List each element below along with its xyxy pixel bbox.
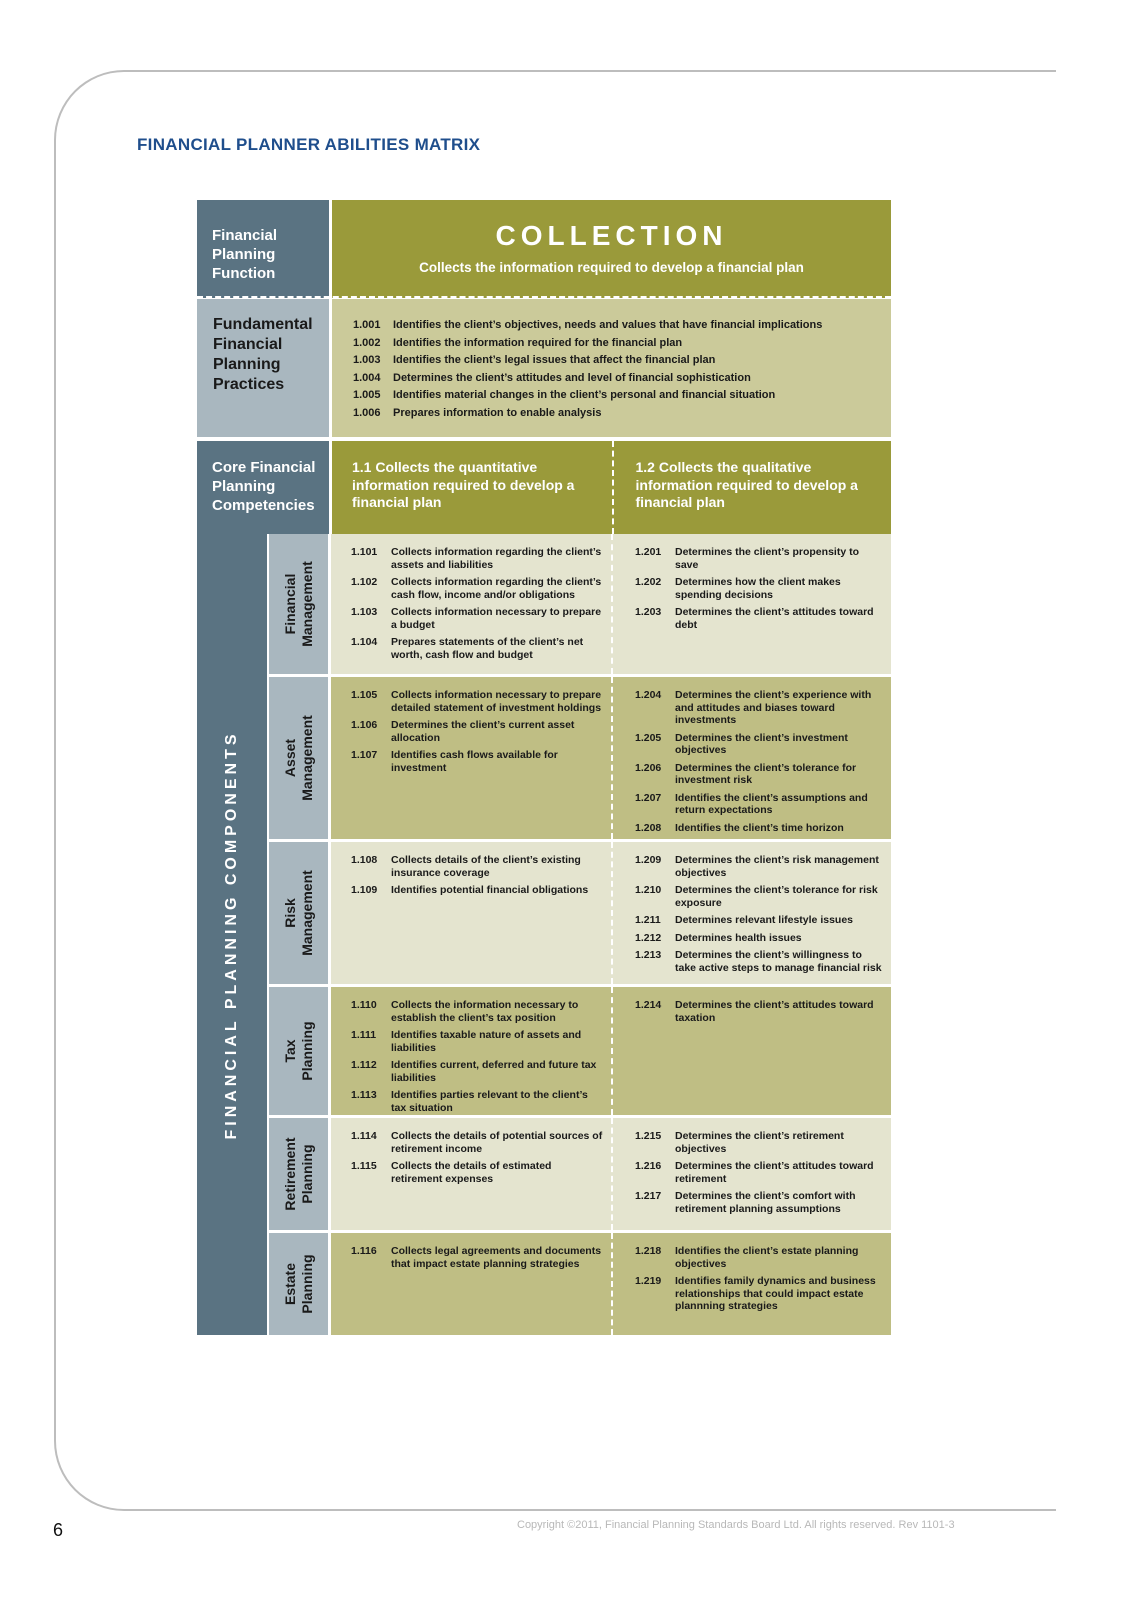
component-label — [269, 534, 328, 674]
component-label-text: Retirement Planning — [281, 1137, 315, 1211]
competency-item — [353, 370, 891, 388]
component-row — [267, 677, 891, 842]
item-text: Determines the client’s propensity to save — [675, 546, 859, 571]
item-text: Determines the client’s tolerance for risk exposure — [675, 884, 878, 909]
function-header-row — [197, 200, 891, 298]
competency-item — [351, 546, 605, 571]
item-text: Identifies family dynamics and business relationships that could impact estate plannning strategies — [675, 1275, 876, 1312]
competency-item — [635, 762, 885, 787]
competency-item — [351, 606, 605, 631]
item-text: Determines the client’s attitudes toward retirement — [675, 1160, 874, 1185]
item-code: 1.211 — [635, 914, 661, 926]
item-text: Identifies current, deferred and future tax liabilities — [391, 1059, 597, 1084]
item-text: Collects information necessary to prepare detailed statement of investment holdings — [391, 689, 602, 714]
competency-item — [351, 689, 605, 714]
component-label-text: Asset Management — [281, 715, 315, 801]
item-code: 1.003 — [353, 354, 381, 366]
fundamental-label: Fundamental Financial Planning Practices — [197, 299, 329, 437]
core-competencies-row — [197, 441, 891, 534]
item-text: Collects legal agreements and documents that impact estate planning strategies — [391, 1245, 602, 1270]
item-code: 1.203 — [635, 606, 662, 618]
page-title: FINANCIAL PLANNER ABILITIES MATRIX — [137, 135, 481, 154]
item-code: 1.101 — [351, 546, 378, 558]
item-code: 1.214 — [635, 999, 662, 1011]
competency-item — [635, 932, 885, 945]
competency-item — [635, 1275, 885, 1313]
item-code: 1.207 — [635, 791, 662, 804]
collection-subtitle: Collects the information required to develop a financial plan — [419, 260, 804, 275]
item-text: Determines the client’s tolerance for investment risk — [675, 761, 857, 786]
component-label — [269, 842, 328, 984]
competency-item — [351, 999, 605, 1024]
item-text: Identifies potential financial obligations — [391, 884, 589, 896]
competency-item — [635, 914, 885, 927]
component-label-text: Risk Management — [281, 870, 315, 956]
item-text: Determines how the client makes spending decisions — [675, 576, 841, 601]
components-label — [197, 534, 267, 1335]
quantitative-column — [331, 1233, 611, 1335]
competency-item — [351, 1029, 605, 1054]
collection-header — [332, 200, 891, 298]
copyright-text: Copyright ©2011, Financial Planning Standards Board Ltd. All rights reserved. Rev 1101-3 — [517, 1519, 955, 1531]
competency-item — [353, 352, 891, 370]
competency-item — [351, 1059, 605, 1084]
fundamental-list — [332, 299, 891, 437]
item-code: 1.202 — [635, 576, 662, 588]
quantitative-column — [331, 677, 611, 839]
item-code: 1.002 — [353, 336, 381, 349]
item-text: Determines the client’s investment objectives — [675, 731, 848, 756]
competency-item — [351, 1089, 605, 1114]
item-text: Determines the client’s attitudes toward debt — [675, 606, 874, 631]
item-code: 1.212 — [635, 931, 662, 944]
item-code: 1.110 — [351, 999, 377, 1011]
competency-item — [635, 949, 885, 974]
item-text: Determines the client’s willingness to take active steps to manage financial risk — [675, 949, 882, 974]
qualitative-column — [611, 677, 891, 839]
item-code: 1.111 — [351, 1029, 377, 1041]
qualitative-column — [611, 1233, 891, 1335]
item-text: Identifies parties relevant to the client’s tax situation — [391, 1089, 588, 1114]
item-text: Determines the client’s attitudes and level of financial sophistication — [393, 371, 751, 384]
item-text: Collects information necessary to prepare a budget — [391, 606, 602, 631]
item-code: 1.219 — [635, 1275, 662, 1287]
component-row — [267, 534, 891, 677]
item-text: Collects information regarding the client’s cash flow, income and/or obligations — [391, 576, 602, 601]
item-text: Identifies the client’s time horizon — [675, 821, 844, 834]
item-code: 1.004 — [353, 371, 381, 384]
abilities-matrix — [197, 200, 891, 1335]
components-label-text: FINANCIAL PLANNING COMPONENTS — [223, 729, 240, 1140]
component-label — [269, 1233, 328, 1335]
component-content — [331, 842, 891, 984]
component-content — [331, 987, 891, 1115]
item-text: Collects information regarding the client’s assets and liabilities — [391, 546, 602, 571]
competency-item — [635, 1245, 885, 1270]
competency-item — [353, 387, 891, 405]
core-columns — [332, 441, 891, 534]
item-text: Identifies material changes in the client’s personal and financial situation — [393, 389, 776, 401]
item-code: 1.204 — [635, 689, 662, 701]
item-code: 1.116 — [351, 1245, 377, 1257]
quantitative-column — [331, 1118, 611, 1230]
item-text: Collects the details of potential sources of retirement income — [391, 1130, 603, 1155]
quantitative-column — [331, 987, 611, 1115]
competency-item — [635, 854, 885, 879]
collection-title: COLLECTION — [495, 220, 728, 251]
item-text: Determines the client’s retirement objectives — [675, 1130, 844, 1155]
competency-item — [635, 576, 885, 601]
competency-item — [351, 576, 605, 601]
qualitative-column — [611, 1118, 891, 1230]
item-text: Identifies cash flows available for investment — [391, 749, 558, 774]
item-code: 1.205 — [635, 731, 662, 744]
competency-item — [635, 732, 885, 757]
item-code: 1.105 — [351, 689, 378, 701]
competency-item — [353, 335, 891, 353]
component-content — [331, 534, 891, 674]
item-code: 1.108 — [351, 854, 378, 866]
component-label — [269, 677, 328, 839]
item-text: Determines the client’s current asset allocation — [391, 719, 575, 744]
qualitative-column — [611, 987, 891, 1115]
competency-item — [353, 317, 891, 335]
item-text: Determines relevant lifestyle issues — [675, 914, 854, 926]
competency-item — [351, 884, 605, 897]
component-label-text: Tax Planning — [281, 1021, 315, 1081]
competency-item — [635, 822, 885, 835]
item-code: 1.005 — [353, 389, 381, 401]
item-text: Identifies the client’s legal issues that affect the financial plan — [393, 354, 716, 366]
item-text: Prepares statements of the client’s net worth, cash flow and budget — [391, 636, 584, 661]
quantitative-column — [331, 842, 611, 984]
item-text: Prepares information to enable analysis — [393, 406, 602, 419]
competency-item — [635, 546, 885, 571]
item-text: Identifies the information required for the financial plan — [393, 336, 683, 349]
item-code: 1.216 — [635, 1160, 662, 1172]
competency-item — [351, 719, 605, 744]
item-code: 1.210 — [635, 884, 662, 896]
item-code: 1.112 — [351, 1059, 377, 1071]
component-row — [267, 1233, 891, 1335]
component-content — [331, 1118, 891, 1230]
item-code: 1.107 — [351, 749, 378, 761]
competency-item — [635, 884, 885, 909]
item-code: 1.201 — [635, 546, 662, 558]
competency-item — [353, 405, 891, 423]
item-code: 1.109 — [351, 884, 378, 896]
competency-item — [351, 854, 605, 879]
item-text: Determines the client’s experience with and attitudes and biases toward investments — [675, 689, 872, 726]
competency-item — [635, 792, 885, 817]
item-code: 1.103 — [351, 606, 378, 618]
component-row — [267, 842, 891, 987]
item-code: 1.218 — [635, 1245, 662, 1257]
competency-item — [351, 749, 605, 774]
item-text: Identifies taxable nature of assets and liabilities — [391, 1029, 582, 1054]
item-text: Determines the client’s attitudes toward taxation — [675, 999, 874, 1024]
core-qualitative: 1.2 Collects the qualitative information required to develop a financial plan — [612, 441, 892, 534]
component-content — [331, 1233, 891, 1335]
page-number: 6 — [53, 1520, 64, 1540]
component-row — [267, 1118, 891, 1233]
item-text: Identifies the client’s assumptions and return expectations — [675, 791, 868, 816]
component-label — [269, 987, 328, 1115]
component-content — [331, 677, 891, 839]
component-label-text: Financial Management — [281, 561, 315, 647]
item-code: 1.113 — [351, 1089, 377, 1101]
item-code: 1.217 — [635, 1190, 662, 1202]
item-code: 1.104 — [351, 636, 378, 648]
item-code: 1.114 — [351, 1130, 377, 1142]
core-quantitative: 1.1 Collects the quantitative information required to develop a financial plan — [352, 459, 575, 510]
component-rows — [267, 534, 891, 1335]
competency-item — [351, 1160, 605, 1185]
item-text: Determines the client’s comfort with retirement planning assumptions — [675, 1190, 856, 1215]
competency-item — [635, 606, 885, 631]
item-text: Identifies the client’s objectives, needs and values that have financial implications — [393, 319, 823, 331]
competency-item — [351, 1245, 605, 1270]
item-text: Determines health issues — [675, 931, 802, 944]
item-text: Collects the information necessary to establish the client’s tax position — [391, 999, 579, 1024]
core-label: Core Financial Planning Competencies — [197, 441, 329, 534]
dashed-divider — [197, 296, 891, 299]
quantitative-column — [331, 534, 611, 674]
component-row — [267, 987, 891, 1118]
qualitative-column — [611, 842, 891, 984]
competency-item — [351, 1130, 605, 1155]
component-label — [269, 1118, 328, 1230]
item-code: 1.208 — [635, 821, 662, 834]
item-text: Identifies the client’s estate planning objectives — [675, 1245, 859, 1270]
qualitative-column — [611, 534, 891, 674]
item-code: 1.006 — [353, 406, 381, 419]
item-code: 1.209 — [635, 854, 662, 866]
item-code: 1.106 — [351, 719, 378, 731]
fundamental-practices-row — [197, 299, 891, 437]
competency-item — [351, 636, 605, 661]
item-code: 1.213 — [635, 949, 662, 961]
competency-item — [635, 689, 885, 727]
item-code: 1.001 — [353, 319, 381, 331]
item-text: Collects the details of estimated retirement expenses — [391, 1160, 552, 1185]
item-text: Collects details of the client’s existing insurance coverage — [391, 854, 581, 879]
competency-item — [635, 999, 885, 1024]
item-code: 1.102 — [351, 576, 378, 588]
item-code: 1.115 — [351, 1160, 377, 1172]
component-label-text: Estate Planning — [281, 1254, 315, 1314]
competency-item — [635, 1190, 885, 1215]
item-code: 1.206 — [635, 761, 662, 774]
competency-item — [635, 1130, 885, 1155]
components-area — [197, 534, 891, 1335]
competency-item — [635, 1160, 885, 1185]
item-code: 1.215 — [635, 1130, 662, 1142]
function-label: Financial Planning Function — [197, 200, 329, 298]
item-text: Determines the client’s risk management objectives — [675, 854, 879, 879]
